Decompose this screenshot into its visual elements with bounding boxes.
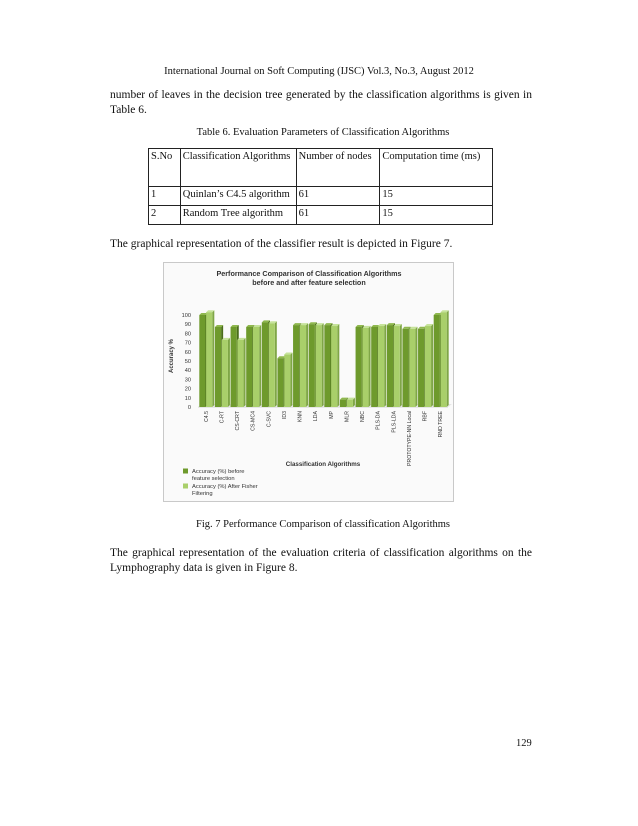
bar [246, 327, 252, 407]
y-tick-label: 70 [184, 340, 191, 347]
x-tick-label: KNN [297, 411, 304, 422]
bar-side [259, 325, 261, 407]
y-tick-label: 80 [184, 331, 191, 338]
chart-svg [164, 263, 455, 503]
x-tick-label: CS-CRT [235, 411, 242, 431]
bar [206, 312, 212, 407]
cell-nodes: 61 [296, 187, 380, 206]
bar-side [275, 321, 277, 407]
chart-title-line1: Performance Comparison of Classification Algorithms [216, 269, 402, 278]
paragraph-figure-ref: The graphical representation of the classifier result is depicted in Figure 7. [110, 238, 453, 250]
paragraph-lymphography: The graphical representation of the evaluation criteria of classification algorithms on the Lymphography data is given in Figure 8. [110, 547, 532, 574]
x-tick-label: CS-MC4 [250, 411, 257, 431]
bar [340, 400, 346, 407]
bar [387, 325, 393, 407]
bar [425, 326, 431, 407]
cell-sno: 1 [149, 187, 181, 206]
bar [440, 312, 446, 407]
journal-header: International Journal on Soft Computing (IJSC) Vol.3, No.3, August 2012 [164, 66, 474, 77]
bar-side [384, 324, 386, 407]
bar-side [431, 324, 433, 407]
legend-label: Filtering [192, 491, 213, 497]
bar [409, 329, 415, 407]
bar [315, 325, 321, 407]
y-tick-label: 30 [184, 377, 191, 384]
x-tick-label: RND TREE [438, 411, 445, 438]
bar [300, 325, 306, 407]
bar [309, 324, 315, 407]
y-tick-label: 100 [181, 313, 191, 319]
bar-side [290, 353, 292, 407]
cell-sno: 2 [149, 206, 181, 225]
chart-legend [183, 469, 258, 498]
table-caption: Table 6. Evaluation Parameters of Classification Algorithms [196, 127, 450, 138]
bar [362, 328, 368, 407]
x-tick-label: LDA [313, 411, 320, 422]
y-tick-label: 20 [184, 386, 191, 393]
chart-title-line2: before and after feature selection [252, 278, 366, 287]
bar-side [228, 338, 230, 407]
y-tick-label: 50 [184, 359, 191, 365]
evaluation-table [148, 148, 493, 225]
bar-side [447, 310, 449, 407]
x-tick-label: PLS-LDA [391, 411, 398, 433]
table-header-row [149, 149, 493, 187]
y-tick-label: 10 [184, 395, 191, 402]
bar-side [322, 323, 324, 407]
legend-label: feature selection [192, 476, 235, 482]
x-axis-label: Classification Algorithms [285, 461, 361, 468]
legend-label: Accuracy (%) before [192, 469, 245, 475]
x-tick-label: RBF [422, 411, 429, 422]
bar [331, 326, 337, 407]
cell-nodes: 61 [296, 206, 380, 225]
legend-swatch [183, 484, 188, 489]
header-time: Computation time (ms) [380, 149, 493, 187]
bar-side [400, 324, 402, 407]
bar [402, 329, 408, 407]
bar [277, 358, 283, 407]
bar [324, 325, 330, 407]
bar [269, 323, 275, 407]
page-number: 129 [516, 738, 532, 749]
table-row [149, 187, 493, 206]
bar [378, 326, 384, 407]
x-tick-label: C-RT [219, 411, 226, 424]
bar [284, 355, 290, 407]
bar-side [306, 323, 308, 407]
bar [237, 340, 243, 407]
cell-algorithm: Random Tree algorithm [180, 206, 296, 225]
bar-side [212, 310, 214, 407]
bar [394, 326, 400, 407]
x-tick-label: ID3 [281, 411, 288, 420]
bar-side [244, 338, 246, 407]
bar-side [369, 326, 371, 407]
header-algorithms: Classification Algorithms [180, 149, 296, 187]
bar [293, 325, 299, 407]
bar [434, 315, 440, 407]
header-nodes: Number of nodes [296, 149, 380, 187]
bar [371, 327, 377, 407]
y-tick-label: 0 [187, 405, 191, 411]
cell-algorithm: Quinlan’s C4.5 algorithm [180, 187, 296, 206]
legend-swatch [183, 469, 188, 474]
bars-group [199, 310, 448, 407]
bar [356, 327, 362, 407]
bar [199, 315, 205, 407]
bar [222, 340, 228, 407]
x-tick-label: NBC [360, 411, 367, 422]
bar [347, 400, 353, 407]
paragraph-intro: number of leaves in the decision tree generated by the classification algorithms is given in Table 6. [110, 89, 532, 116]
y-tick-label: 40 [184, 368, 191, 375]
bar [231, 327, 237, 407]
x-tick-label: C4.5 [203, 411, 210, 422]
y-tick-label: 90 [184, 322, 191, 329]
x-tick-labels [204, 410, 444, 466]
cell-time: 15 [380, 187, 493, 206]
x-tick-label: C-SVC [266, 411, 273, 428]
cell-time: 15 [380, 206, 493, 225]
y-tick-label: 60 [184, 349, 191, 356]
x-tick-label: MLR [344, 411, 351, 422]
figure-caption: Fig. 7 Performance Comparison of classification Algorithms [196, 519, 450, 530]
bar [215, 327, 221, 407]
bar [253, 327, 259, 407]
legend-label: Accuracy (%) After Fisher [192, 484, 258, 490]
header-sno: S.No [149, 149, 181, 187]
x-tick-label: MP [328, 411, 335, 419]
bar [418, 329, 424, 407]
bar-side [337, 324, 339, 407]
bar [262, 322, 268, 407]
bar-side [415, 327, 417, 407]
x-tick-label: PLS-DA [375, 411, 382, 430]
x-tick-label: PROTOTYPE-NN Local [406, 411, 413, 466]
table-row [149, 206, 493, 225]
performance-chart [163, 262, 454, 502]
y-axis-label: Accuracy % [169, 338, 175, 374]
